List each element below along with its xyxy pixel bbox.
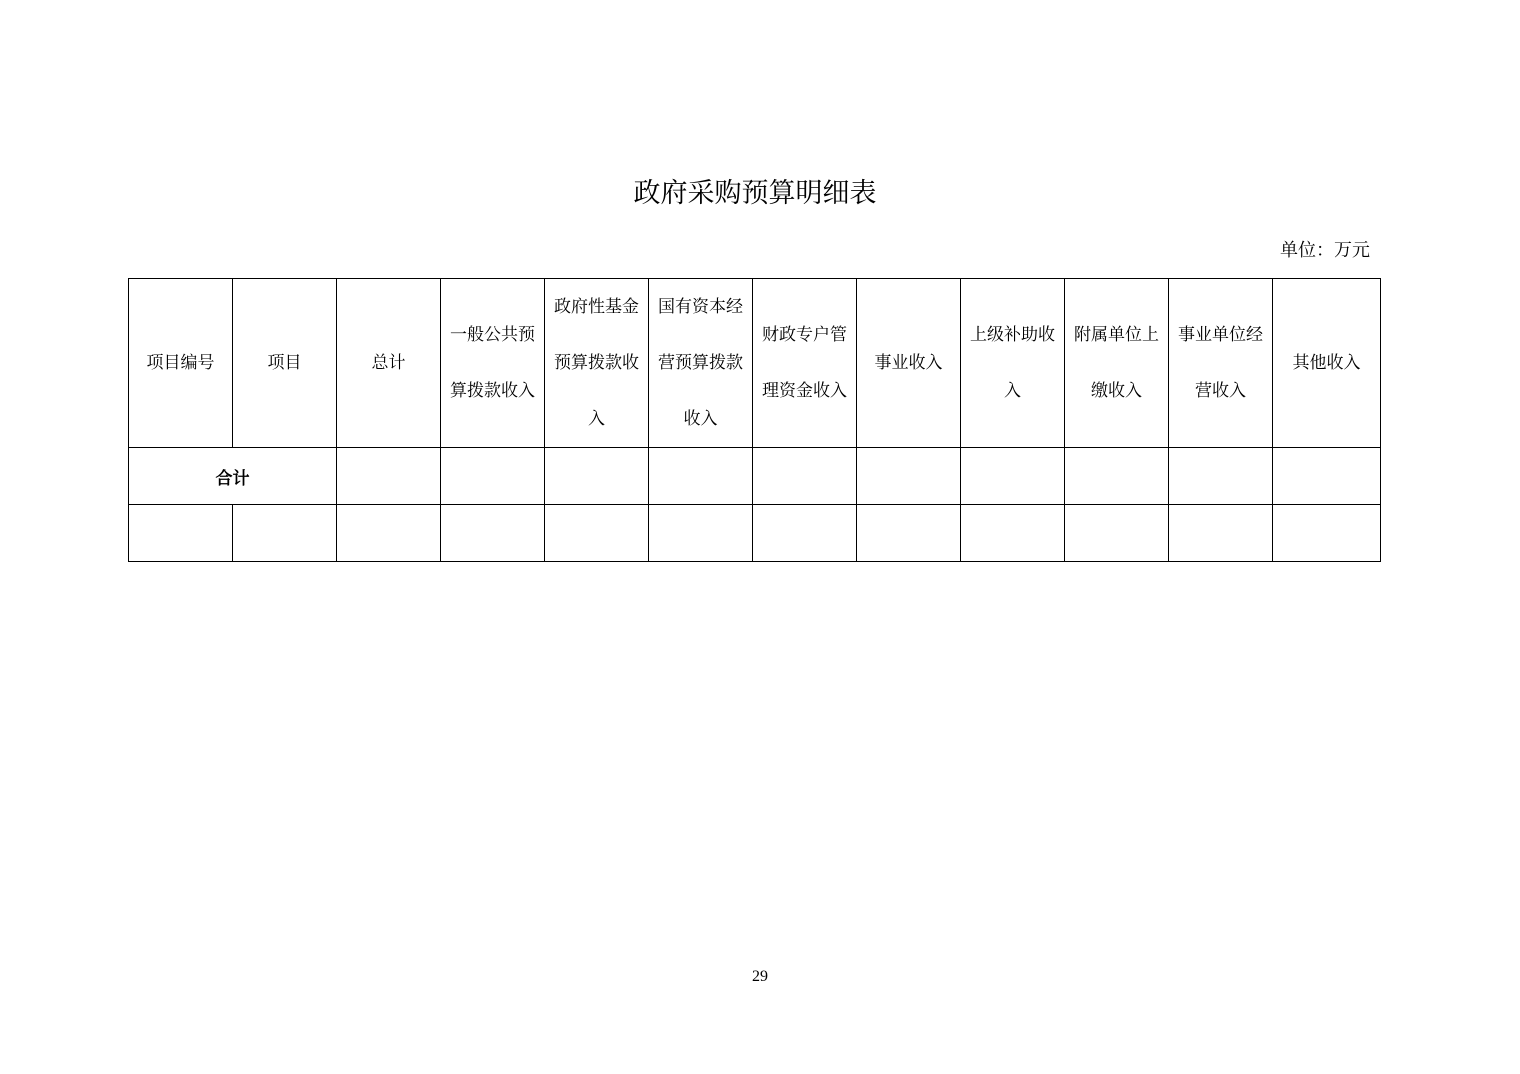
header-label: 附属单位上缴收入 [1074,325,1159,401]
header-label: 财政专户管理资金收入 [762,325,847,401]
header-label: 项目编号 [146,353,215,373]
table-cell [1169,448,1273,505]
budget-table [128,278,1381,562]
table-cell [1273,448,1381,505]
header-cell [129,279,233,448]
table-header-row [129,279,1381,448]
table-cell [337,505,441,562]
document-title: 政府采购预算明细表 [633,178,877,209]
table-cell [441,448,545,505]
header-cell [1169,279,1273,448]
header-label: 政府性基金预算拨款收入 [554,297,639,429]
table-cell [857,505,961,562]
table-cell [961,505,1065,562]
page-number: 29 [752,968,768,985]
table-cell [1273,505,1381,562]
header-cell [1065,279,1169,448]
table-cell [1169,505,1273,562]
header-label: 上级补助收入 [970,325,1055,401]
table-cell [129,505,233,562]
header-cell [857,279,961,448]
table-cell [441,505,545,562]
header-cell [753,279,857,448]
header-cell [337,279,441,448]
header-label: 总计 [371,353,406,373]
header-cell [441,279,545,448]
total-label: 合计 [129,448,337,505]
table-cell [857,448,961,505]
table-cell [649,505,753,562]
total-row [129,448,1381,505]
header-label: 项目 [267,353,302,373]
table-cell [1065,448,1169,505]
header-cell [649,279,753,448]
table-cell [545,448,649,505]
header-label: 国有资本经营预算拨款收入 [658,297,743,429]
table-cell [545,505,649,562]
header-cell [233,279,337,448]
table-cell [1065,505,1169,562]
table-cell [961,448,1065,505]
header-cell [961,279,1065,448]
table-row [129,505,1381,562]
unit-label: 单位：万元 [1280,240,1370,261]
table-cell [649,448,753,505]
table-cell [753,448,857,505]
header-cell [545,279,649,448]
header-cell [1273,279,1381,448]
header-label: 一般公共预算拨款收入 [450,325,535,401]
table-cell [753,505,857,562]
header-label: 其他收入 [1292,353,1361,373]
header-label: 事业单位经营收入 [1178,325,1263,401]
table-cell [233,505,337,562]
table-cell [337,448,441,505]
header-label: 事业收入 [874,353,943,373]
